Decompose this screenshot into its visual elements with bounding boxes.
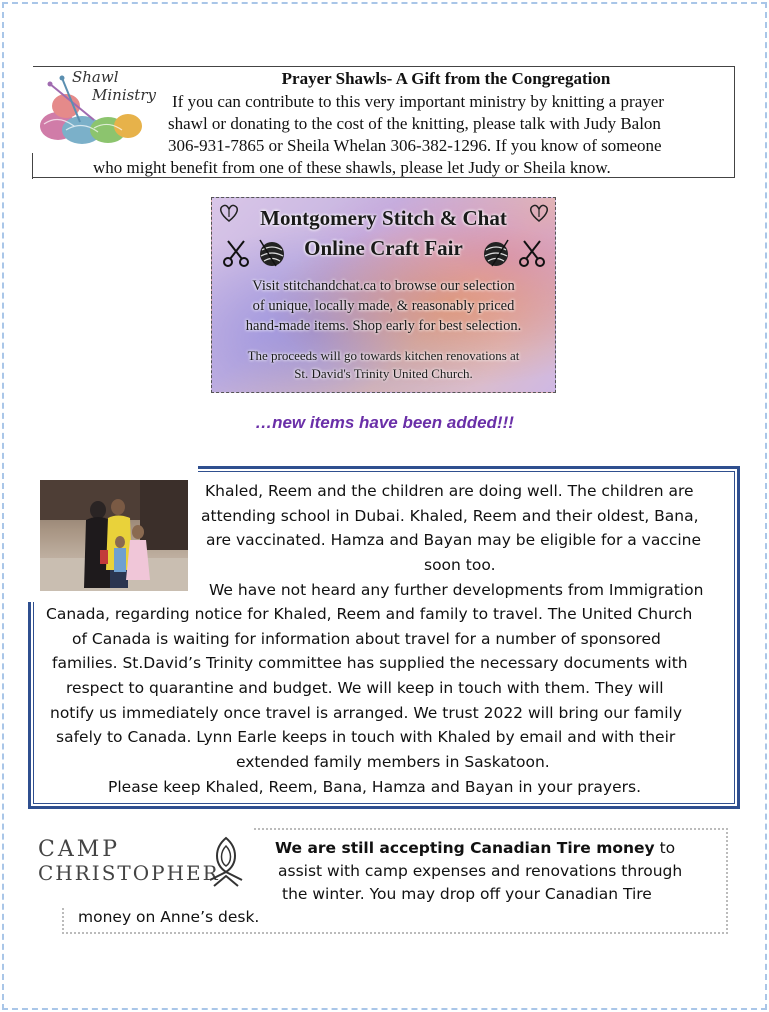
- family-text-line: Please keep Khaled, Reem, Bana, Hamza and Bayan in your prayers.: [108, 778, 642, 796]
- shawl-logo-text: Shawl: [72, 68, 119, 86]
- family-text-line: Canada, regarding notice for Khaled, Reem and family to travel. The United Church: [46, 605, 693, 623]
- camp-text-line-1: [275, 837, 675, 860]
- camp-text-line-2: assist with camp expenses and renovations through: [278, 862, 683, 880]
- camp-text-rest: to: [654, 839, 676, 857]
- family-text-line: soon too.: [424, 556, 496, 574]
- camp-logo-line-1: CAMP: [38, 837, 121, 862]
- shawl-text-line: 306-931-7865 or Sheila Whelan 306-382-1296. If you know of someone: [168, 136, 662, 155]
- craft-fair-subtitle: Online Craft Fair: [304, 236, 463, 260]
- craft-fair-line: The proceeds will go towards kitchen renovations at: [247, 348, 520, 363]
- camp-text-line-3: the winter. You may drop off your Canadian Tire: [282, 885, 652, 903]
- craft-fair-line: of unique, locally made, & reasonably priced: [252, 298, 515, 314]
- shawl-text-line: who might benefit from one of these shawls, please let Judy or Sheila know.: [93, 158, 611, 177]
- camp-christopher-logo: [36, 832, 246, 896]
- craft-fair-line: St. David's Trinity United Church.: [294, 366, 473, 381]
- family-text-line: Khaled, Reem and the children are doing well. The children are: [205, 482, 694, 500]
- shawl-text-line: If you can contribute to this very important ministry by knitting a prayer: [172, 92, 664, 111]
- family-text-line: We have not heard any further developments from Immigration: [209, 581, 704, 599]
- craft-fair-line: Visit stitchandchat.ca to browse our selection: [252, 278, 515, 294]
- shawl-title: Prayer Shawls- A Gift from the Congregation: [281, 69, 611, 88]
- family-text-line: attending school in Dubai. Khaled, Reem and their oldest, Bana,: [201, 507, 699, 525]
- yarn-ball-icon: [480, 238, 512, 268]
- family-text-line: are vaccinated. Hamza and Bayan may be eligible for a vaccine: [206, 531, 702, 549]
- craft-fair-title: Montgomery Stitch & Chat: [260, 206, 507, 230]
- family-text-line: families. St.David’s Trinity committee has supplied the necessary documents with: [52, 654, 688, 672]
- ministry-logo-text: Ministry: [92, 86, 156, 104]
- craft-fair-line: hand-made items. Shop early for best selection.: [245, 318, 522, 334]
- family-text-line: respect to quarantine and budget. We will keep in touch with them. They will: [66, 679, 664, 697]
- camp-bold-text: We are still accepting Canadian Tire money: [275, 839, 655, 857]
- camp-text-line-4: money on Anne’s desk.: [78, 908, 260, 926]
- shawl-ministry-logo: [36, 64, 160, 148]
- new-items-notice: …new items have been added!!!: [255, 413, 514, 432]
- craft-fair-poster: [211, 197, 556, 393]
- shawl-text-line: shawl or donating to the cost of the knitting, please talk with Judy Balon: [168, 114, 661, 133]
- family-text-line: notify us immediately once travel is arranged. We trust 2022 will bring our family: [50, 704, 683, 722]
- family-text-line: safely to Canada. Lynn Earle keeps in touch with Khaled by email and with their: [56, 728, 676, 746]
- family-text-line: extended family members in Saskatoon.: [236, 753, 550, 771]
- family-text-line: of Canada is waiting for information about travel for a number of sponsored: [72, 630, 661, 648]
- scissors-icon: [518, 238, 546, 268]
- camp-logo-line-2: CHRISTOPHER: [38, 861, 220, 885]
- family-photo: [40, 480, 188, 591]
